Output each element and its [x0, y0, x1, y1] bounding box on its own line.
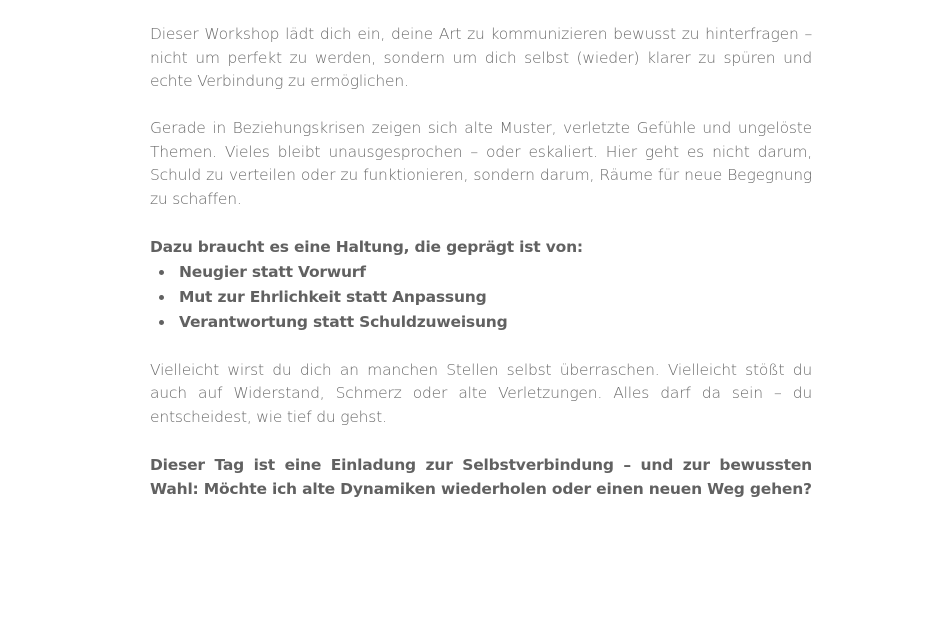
- list-item: [150, 260, 812, 285]
- surprise-paragraph: Vielleicht wirst du dich an manchen Stellen selbst überraschen. Vielleicht stößt du auch auf Widerstand, Schmerz oder alte Verletzungen. Alles darf da sein – du entscheidest, wie tief du gehst.: [150, 360, 812, 426]
- crisis-paragraph: Gerade in Beziehungskrisen zeigen sich alte Muster, verletzte Gefühle und ungelöste Themen. Vieles bleibt unausgesprochen – oder eskaliert. Hier geht es nicht darum, Schuld zu verteilen oder zu funktionieren, sondern darum, Räume für neue Begegnung zu schaffen.: [150, 119, 812, 208]
- list-item: [150, 310, 812, 335]
- list-item-text: Verantwortung statt Schuldzuweisung: [179, 312, 508, 331]
- workshop-description: [150, 23, 812, 502]
- bullet-icon: [159, 295, 164, 300]
- attitude-heading: Dazu braucht es eine Haltung, die geprägt ist von:: [150, 237, 583, 256]
- closing-statement: Dieser Tag ist eine Einladung zur Selbstverbindung – und zur bewussten Wahl: Möchte ich alte Dynamiken wiederholen oder einen neuen Weg gehen?: [150, 455, 812, 498]
- attitude-list: [150, 260, 812, 335]
- bullet-icon: [159, 320, 164, 325]
- bullet-icon: [159, 270, 164, 275]
- list-item-text: Neugier statt Vorwurf: [179, 262, 366, 281]
- list-item-text: Mut zur Ehrlichkeit statt Anpassung: [179, 287, 487, 306]
- list-item: [150, 285, 812, 310]
- intro-paragraph: Dieser Workshop lädt dich ein, deine Art zu kommunizieren bewusst zu hinterfragen – nicht um perfekt zu werden, sondern um dich selbst (wieder) klarer zu spüren und echte Verbindung zu ermöglichen.: [150, 25, 812, 90]
